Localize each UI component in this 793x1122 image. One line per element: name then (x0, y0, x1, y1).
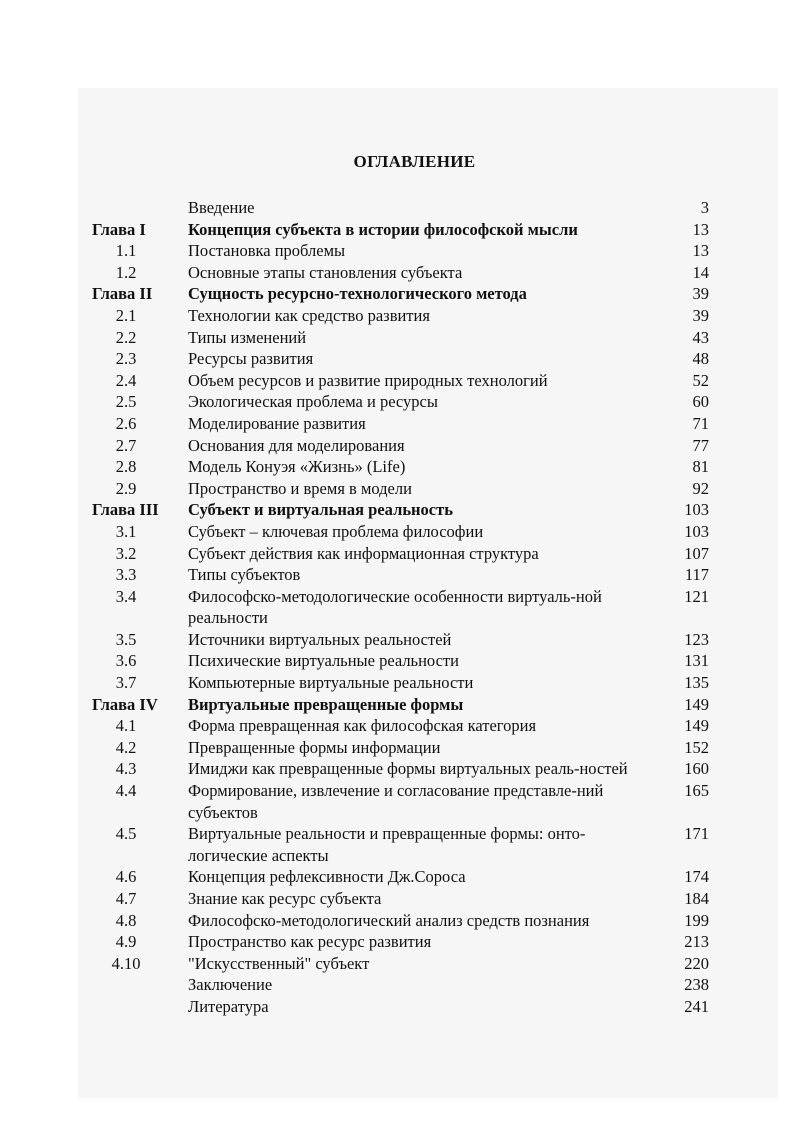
page-number: 52 (692, 370, 709, 390)
section-number: 3.6 (115, 651, 137, 671)
toc-row (0, 953, 793, 975)
section-title: Концепция рефлексивности Дж.Сороса (188, 867, 466, 887)
page-number: 184 (684, 889, 709, 908)
section-title: Ресурсы развития (188, 349, 314, 369)
toc-row (0, 543, 793, 565)
section-number: 2.2 (115, 327, 137, 347)
toc-chapter-row (0, 499, 793, 521)
page-number: 39 (692, 305, 709, 325)
section-title: Основания для моделирования (188, 435, 405, 455)
page-number: 92 (692, 478, 709, 498)
toc-row (0, 564, 793, 586)
toc-row (0, 888, 793, 910)
page-number: 48 (692, 349, 709, 369)
toc-row (0, 737, 793, 759)
toc-row (0, 996, 793, 1018)
chapter-title: Сущность ресурсно-технологического метода (188, 284, 527, 304)
toc-row (0, 521, 793, 543)
page-number: 13 (692, 241, 709, 261)
page-number: 199 (684, 910, 709, 930)
page-number: 103 (684, 521, 709, 541)
page-number: 60 (692, 392, 709, 412)
page-number: 149 (684, 716, 709, 736)
section-title: Превращенные формы информации (188, 737, 441, 757)
section-number: 3.2 (115, 543, 137, 563)
chapter-number: Глава III (92, 500, 159, 520)
page-number: 241 (684, 996, 709, 1016)
page-number: 152 (684, 737, 709, 757)
toc-row (0, 435, 793, 457)
toc-row (0, 974, 793, 996)
section-number: 4.3 (115, 759, 137, 779)
toc-chapter-row (0, 283, 793, 305)
page-number: 81 (692, 457, 709, 477)
page-number: 238 (684, 975, 709, 995)
toc-row (0, 866, 793, 888)
section-number: 4.5 (115, 824, 137, 844)
toc-row (0, 780, 793, 823)
toc-row (0, 586, 793, 629)
chapter-title: Субъект и виртуальная реальность (188, 500, 453, 520)
section-title: Модель Конуэя «Жизнь» (Life) (188, 457, 406, 477)
section-title: Компьютерные виртуальные реальности (188, 673, 474, 693)
section-number: 4.8 (115, 910, 137, 930)
page-number: 160 (684, 759, 709, 779)
section-number: 2.5 (115, 392, 137, 412)
section-title: Основные этапы становления субъекта (188, 262, 463, 282)
toc-row (0, 672, 793, 694)
page-number: 39 (692, 284, 709, 304)
section-number: 1.1 (115, 241, 137, 261)
page-number: 14 (692, 262, 709, 282)
toc-row (0, 456, 793, 478)
page-number: 165 (684, 781, 709, 801)
toc-row (0, 305, 793, 327)
section-title: Источники виртуальных реальностей (188, 629, 452, 649)
toc-chapter-row (0, 219, 793, 241)
section-title: Типы изменений (188, 327, 307, 347)
section-title: Введение (188, 198, 255, 217)
section-number: 2.9 (115, 478, 137, 498)
toc-row (0, 910, 793, 932)
toc-row (0, 715, 793, 737)
toc-row (0, 370, 793, 392)
page-number: 71 (692, 413, 709, 433)
section-title: Виртуальные реальности и превращенные формы: онто-логические аспекты (188, 824, 586, 865)
section-number: 4.1 (115, 716, 137, 736)
section-title: Постановка проблемы (188, 241, 346, 261)
page-number: 121 (684, 586, 709, 606)
page-number: 149 (684, 694, 709, 714)
section-title: Имиджи как превращенные формы виртуальных реаль-ностей (188, 759, 628, 779)
section-number: 4.10 (111, 953, 141, 973)
section-title: Экологическая проблема и ресурсы (188, 392, 438, 412)
page-number: 123 (684, 629, 709, 649)
section-title: Объем ресурсов и развитие природных технологий (188, 370, 548, 390)
section-number: 4.2 (115, 737, 137, 757)
page-number: 220 (684, 953, 709, 973)
toc-row (0, 391, 793, 413)
toc-row (0, 348, 793, 370)
section-title: Пространство как ресурс развития (188, 932, 432, 952)
section-title: Пространство и время в модели (188, 478, 412, 498)
toc-row (0, 758, 793, 780)
section-title: Философско-методологический анализ средств познания (188, 910, 590, 930)
section-number: 2.4 (115, 370, 137, 390)
section-number: 3.5 (115, 629, 137, 649)
page-number: 117 (684, 565, 709, 585)
toc-row (0, 823, 793, 866)
toc-row (0, 629, 793, 651)
page-number: 77 (692, 435, 709, 455)
section-title: Литература (188, 996, 269, 1016)
section-title: Субъект действия как информационная структура (188, 543, 539, 563)
toc-row (0, 197, 793, 219)
section-number: 4.6 (115, 867, 137, 887)
page-title: ОГЛАВЛЕНИЕ (353, 152, 476, 171)
section-number: 3.4 (115, 586, 137, 606)
section-title: Технологии как средство развития (188, 305, 430, 325)
section-title: Субъект – ключевая проблема философии (188, 521, 484, 541)
toc-row (0, 931, 793, 953)
section-number: 4.7 (115, 889, 137, 908)
section-number: 4.9 (115, 932, 137, 952)
toc-row (0, 650, 793, 672)
page-number: 171 (684, 824, 709, 844)
section-number: 2.7 (115, 435, 137, 455)
section-number: 3.3 (115, 565, 137, 585)
section-number: 2.8 (115, 457, 137, 477)
toc-row (0, 413, 793, 435)
toc-row (0, 240, 793, 262)
toc-row (0, 327, 793, 349)
section-number: 3.7 (115, 673, 137, 693)
section-title: Моделирование развития (188, 413, 366, 433)
section-number: 2.3 (115, 349, 137, 369)
page-number: 3 (700, 198, 709, 217)
section-number: 2.1 (115, 305, 137, 325)
section-title: Форма превращенная как философская категория (188, 716, 537, 736)
page-number: 213 (684, 932, 709, 952)
page-number: 13 (692, 219, 709, 239)
toc-chapter-row (0, 694, 793, 716)
page-number: 131 (684, 651, 709, 671)
toc-row (0, 262, 793, 284)
toc-list (0, 197, 793, 1018)
chapter-number: Глава I (92, 219, 146, 239)
section-number: 4.4 (115, 781, 137, 801)
section-title: Философско-методологические особенности виртуаль-ной реальности (188, 586, 602, 628)
section-title: Формирование, извлечение и согласование представле-ний субъектов (188, 781, 604, 822)
section-number: 2.6 (115, 413, 137, 433)
page-number: 103 (684, 500, 709, 520)
section-title: Знание как ресурс субъекта (188, 889, 382, 908)
chapter-title: Виртуальные превращенные формы (188, 694, 464, 714)
section-title: "Искусственный" субъект (188, 953, 370, 973)
chapter-number: Глава IV (92, 694, 158, 714)
section-title: Типы субъектов (188, 565, 301, 585)
section-title: Заключение (188, 975, 273, 995)
chapter-title: Концепция субъекта в истории философской мысли (188, 219, 578, 239)
chapter-number: Глава II (92, 284, 153, 304)
page-number: 174 (684, 867, 709, 887)
section-title: Психические виртуальные реальности (188, 651, 459, 671)
page-number: 107 (684, 543, 709, 563)
toc-row (0, 478, 793, 500)
page-number: 135 (684, 673, 709, 693)
section-number: 3.1 (115, 521, 137, 541)
section-number: 1.2 (115, 262, 137, 282)
page-number: 43 (692, 327, 709, 347)
